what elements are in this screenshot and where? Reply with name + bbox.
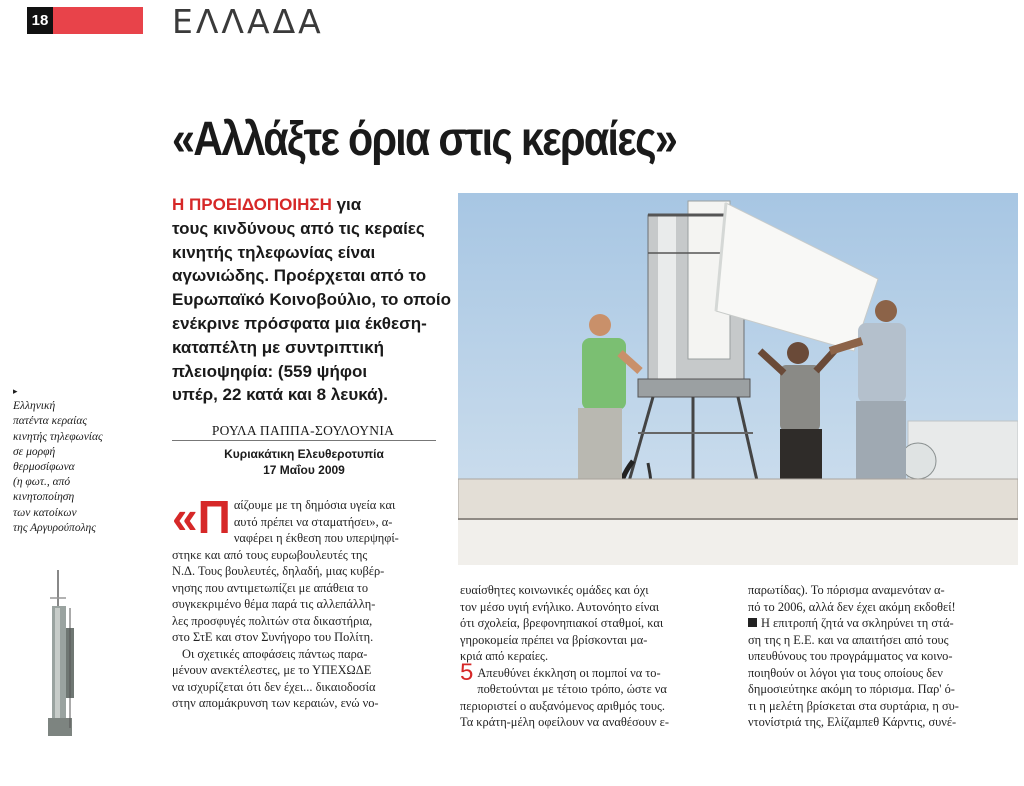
caption-line: των κατοίκων xyxy=(13,506,77,519)
article-headline: «Αλλάξτε όρια στις κεραίες» xyxy=(172,113,677,166)
lead-line: καταπέλτη με συντριπτική xyxy=(172,337,384,357)
lead-line: κινητής τηλεφωνίας είναι xyxy=(172,242,376,262)
caption-line: κινητής τηλεφωνίας xyxy=(13,430,103,443)
scan-bottom-blank xyxy=(0,739,1024,786)
body-line: λες προσφυγές πολιτών στα δικαστήρια, xyxy=(172,613,373,628)
lead-line: υπέρ, 22 κατά και 8 λευκά). xyxy=(172,385,388,405)
body-line: στην απομάκρυνση των κεραιών, ενώ νο- xyxy=(172,696,379,710)
lead-line-1 xyxy=(172,193,444,217)
body-line: περιοριστεί ο αυξανόμενος αριθμός τους. xyxy=(460,698,666,713)
dropcap: «Π xyxy=(172,491,231,543)
body-line: πό το 2006, αλλά δεν έχει ακόμη εκδοθεί! xyxy=(748,599,956,614)
section-color-bar xyxy=(53,7,143,34)
body-line: αυτό πρέπει να σταματήσει», α- xyxy=(233,514,393,529)
source-paper: Κυριακάτικη Ελευθεροτυπία xyxy=(224,447,384,461)
article-column-1 xyxy=(172,491,436,712)
body-line: ση της η Ε.Ε. και να απαιτήσει από τους xyxy=(748,632,949,647)
body-line: αίζουμε με τη δημόσια υγεία και xyxy=(233,498,396,512)
body-line: συγκεκριμένο θέμα παρά τις αλλεπάλλη- xyxy=(172,597,376,611)
body-line: Απευθύνει έκκληση οι πομποί να το- xyxy=(477,665,661,680)
body-line: ντονίστριά της, Ελίζαμπεθ Κάρντις, συνέ- xyxy=(748,715,957,729)
article-lead xyxy=(172,193,452,407)
antenna-thumbnail-image xyxy=(40,568,100,740)
lead-line: τους κινδύνους από τις κεραίες xyxy=(172,218,425,238)
body-line: δημοσιεύτηκε ακόμη το πόρισμα. Παρ' ό- xyxy=(748,682,955,696)
caption-bullet-icon: ▸ xyxy=(13,386,18,396)
caption-line: σε μορφή xyxy=(13,445,56,458)
body-line: τον μέσο υγιή ενήλικο. Αυτονόητο είναι xyxy=(460,599,660,614)
byline-divider xyxy=(172,440,436,441)
page-number: 18 xyxy=(27,7,53,34)
caption-line: της Αργυρούπολης xyxy=(13,521,96,534)
body-line: ποθετούνται με τέτοιο τρόπο, ώστε να xyxy=(477,682,667,696)
lead-highlight: Η ΠΡΟΕΙΔΟΠΟΙΗΣΗ xyxy=(172,195,332,214)
body-line: να ισχυρίζεται ότι δεν έχει... δικαιοδοσία xyxy=(172,679,376,694)
lead-line: ενέκρινε πρόσφατα μια έκθεση- xyxy=(172,313,427,333)
body-line: Οι σχετικές αποφάσεις πάντως παρα- xyxy=(182,646,368,661)
body-line: ποιηθούν οι λόγοι για τους οποίους δεν xyxy=(748,665,943,680)
author-byline: ΡΟΥΛΑ ΠΑΠΠΑ-ΣΟΥΛΟΥΝΙΑ xyxy=(211,423,395,438)
caption-line: θερμοσίφωνα xyxy=(13,461,75,474)
caption-line: πατέντα κεραίας xyxy=(13,415,88,428)
body-line: υπευθύνους του προγράμματος να κοινο- xyxy=(748,649,953,663)
body-line: στηκε και από τους ευρωβουλευτές της xyxy=(172,547,368,562)
lead-line-1-rest: για xyxy=(331,195,362,214)
bullet-text: Η επιτροπή ζητά να σκληρύνει τη στά- xyxy=(761,616,954,630)
body-line: παρωτίδας). Το πόρισμα αναμενόταν α- xyxy=(748,583,945,597)
body-line: ναφέρει η έκθεση που υπερψηφί- xyxy=(233,531,399,545)
body-line: γηροκομεία πρέπει να βρίσκονται μα- xyxy=(460,632,648,647)
lead-line: Ευρωπαϊκό Κοινοβούλιο, το οποίο xyxy=(172,290,452,310)
lead-line: πλειοψηφία: (559 ψήφοι xyxy=(172,361,368,381)
body-line: τι η μελέτη βρίσκεται στα συρτάρια, η συ- xyxy=(748,698,959,713)
body-line: μένουν ανεκτέλεστες, με το ΥΠΕΧΩΔΕ xyxy=(172,663,372,677)
section-title: ΕΛΛΑΔΑ xyxy=(172,2,324,41)
body-line: στο ΣτΕ και στον Συνήγορο του Πολίτη. xyxy=(172,630,374,644)
source-credit xyxy=(172,446,436,478)
body-line: κριά από κεραίες. xyxy=(460,649,549,663)
body-line: νησης που αντιμετωπίζει με απάθεια το xyxy=(172,580,369,595)
article-column-3 xyxy=(748,582,1020,731)
body-line: Τα κράτη-μέλη οφείλουν να αναθέσουν ε- xyxy=(460,715,670,729)
caption-line: κινητοποίηση xyxy=(13,491,75,504)
caption-line: (η φωτ., από xyxy=(13,476,71,489)
square-bullet-icon xyxy=(748,618,757,627)
article-column-2 xyxy=(460,582,728,731)
body-line-bullet xyxy=(748,615,1020,632)
caption-line-1-text: Ελληνική xyxy=(13,400,56,413)
body-line: ότι σχολεία, βρεφονηπιακοί σταθμοί, και xyxy=(460,616,664,630)
article-photo-antenna xyxy=(458,193,1018,565)
source-date: 17 Μαΐου 2009 xyxy=(263,463,345,477)
photo-caption xyxy=(13,384,143,536)
caption-line-1 xyxy=(13,384,143,414)
lead-line: αγωνιώδης. Προέρχεται από το xyxy=(172,266,427,286)
point-number: 5 xyxy=(460,658,474,686)
body-line: ευαίσθητες κοινωνικές ομάδες και όχι xyxy=(460,583,649,597)
body-line: Ν.Δ. Τους βουλευτές, δηλαδή, μιας κυβέρ- xyxy=(172,564,385,578)
